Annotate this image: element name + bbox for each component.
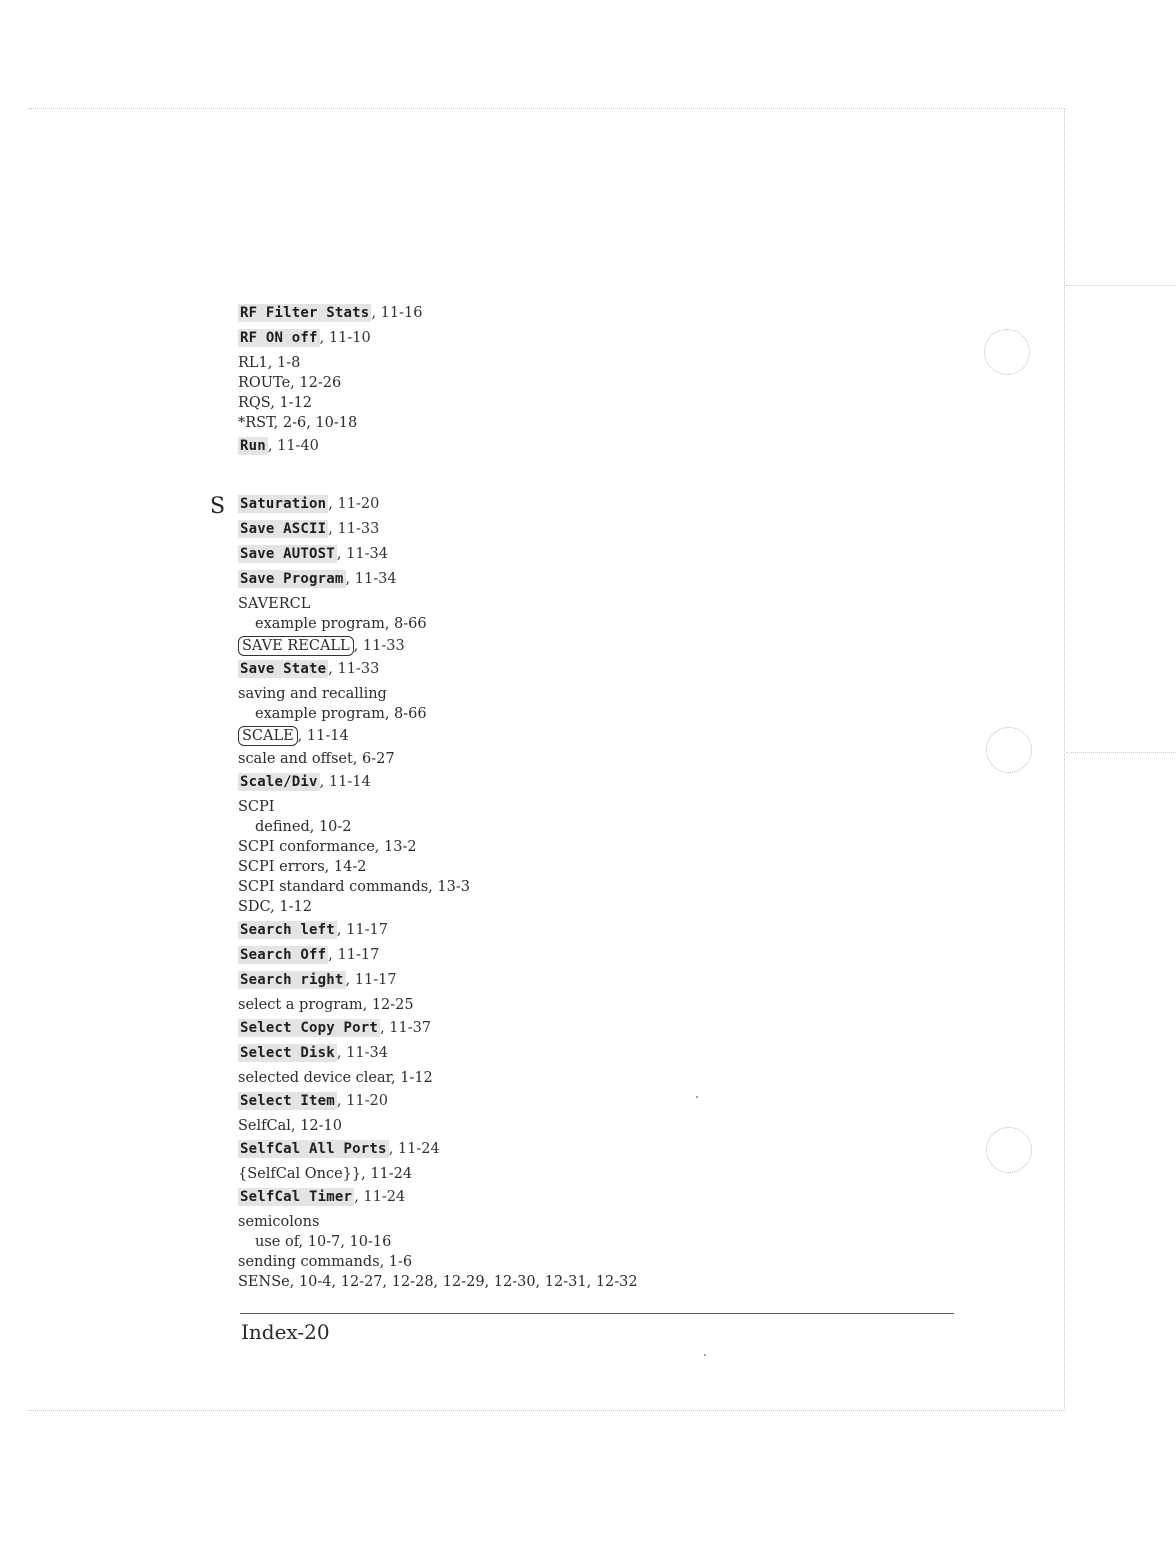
index-entry xyxy=(238,1164,998,1184)
index-entry xyxy=(238,413,998,433)
page-refs: , 11-33 xyxy=(328,661,380,677)
page-refs: , 11-34 xyxy=(336,546,388,562)
page-edge-bottom xyxy=(28,1410,1064,1411)
index-entry xyxy=(238,494,998,514)
entry-text: *RST, 2-6, 10-18 xyxy=(238,415,358,431)
index-entry xyxy=(238,897,998,917)
index-entry xyxy=(238,436,998,456)
entry-text: SDC, 1-12 xyxy=(238,899,312,915)
softkey-label: Save Program xyxy=(240,571,344,587)
index-entry xyxy=(238,594,998,614)
page-refs: , 11-20 xyxy=(336,1093,388,1109)
entry-text: SCPI conformance, 13-2 xyxy=(238,839,417,855)
softkey-label: SelfCal All Ports xyxy=(240,1141,387,1157)
entry-text: sending commands, 1-6 xyxy=(238,1254,413,1270)
page-refs: , 11-16 xyxy=(371,305,423,321)
entry-text: SCPI xyxy=(238,799,275,815)
page-refs: , 11-17 xyxy=(328,947,380,963)
softkey-label: Search right xyxy=(240,972,344,988)
page-refs: , 11-24 xyxy=(354,1189,406,1205)
index-entry xyxy=(238,817,998,837)
index-entry xyxy=(238,519,998,539)
softkey-label: Run xyxy=(240,438,266,454)
entry-text: SENSe, 10-4, 12-27, 12-28, 12-29, 12-30, 12-31, 12-32 xyxy=(238,1274,638,1290)
entry-text: select a program, 12-25 xyxy=(238,997,414,1013)
softkey-label: RF Filter Stats xyxy=(240,305,370,321)
hardkey-label: SCALE xyxy=(238,726,298,746)
index-entry xyxy=(238,920,998,940)
entry-text: RQS, 1-12 xyxy=(238,395,313,411)
entry-text: selected device clear, 1-12 xyxy=(238,1070,433,1086)
index-entry xyxy=(238,797,998,817)
index-entry xyxy=(238,544,998,564)
index-entry xyxy=(238,1272,998,1292)
page-number: Index-20 xyxy=(241,1320,330,1344)
page-refs: , 11-34 xyxy=(345,571,397,587)
entry-text: ROUTe, 12-26 xyxy=(238,375,342,391)
index-entry xyxy=(238,945,998,965)
softkey-label: Select Copy Port xyxy=(240,1020,379,1036)
page-refs: , 11-33 xyxy=(353,638,405,654)
page-refs: , 11-17 xyxy=(336,922,388,938)
index-entry xyxy=(238,857,998,877)
entry-text: SelfCal, 12-10 xyxy=(238,1118,342,1134)
page-refs: , 11-17 xyxy=(345,972,397,988)
page-refs: , 11-33 xyxy=(328,521,380,537)
page-refs: , 11-14 xyxy=(319,774,371,790)
index-entry xyxy=(238,1018,998,1038)
index-entry xyxy=(238,837,998,857)
page-refs: , 11-24 xyxy=(388,1141,440,1157)
index-entry xyxy=(238,1139,998,1159)
index-entry xyxy=(238,659,998,679)
index-entry xyxy=(238,1252,998,1272)
entry-text: saving and recalling xyxy=(238,686,387,702)
page-refs: , 11-34 xyxy=(336,1045,388,1061)
index-entry xyxy=(238,328,998,348)
entry-text: SCPI errors, 14-2 xyxy=(238,859,367,875)
softkey-label: Select Item xyxy=(240,1093,335,1109)
softkey-label: Save ASCII xyxy=(240,521,327,537)
index-entry xyxy=(238,772,998,792)
index-entry xyxy=(238,303,998,323)
index-entry xyxy=(238,704,998,724)
hardkey-label: SAVE RECALL xyxy=(238,636,354,656)
index-entry xyxy=(238,1116,998,1136)
index-entry xyxy=(238,995,998,1015)
index-entry xyxy=(238,636,998,656)
sub-entry-text: example program, 8-66 xyxy=(255,706,427,722)
tab-edge-line xyxy=(1066,752,1176,753)
page-refs: , 11-14 xyxy=(297,728,349,744)
softkey-label: Save State xyxy=(240,661,327,677)
softkey-label: Search Off xyxy=(240,947,327,963)
index-entry xyxy=(238,684,998,704)
index-entry xyxy=(238,353,998,373)
sub-entry-text: use of, 10-7, 10-16 xyxy=(255,1234,392,1250)
page-refs: , 11-37 xyxy=(380,1020,432,1036)
softkey-label: Search left xyxy=(240,922,335,938)
softkey-label: Scale/Div xyxy=(240,774,318,790)
index-entry-list xyxy=(238,300,998,1292)
softkey-label: SelfCal Timer xyxy=(240,1189,353,1205)
entry-text: semicolons xyxy=(238,1214,320,1230)
page-edge-right xyxy=(1064,108,1065,1410)
softkey-label: RF ON off xyxy=(240,330,318,346)
index-entry xyxy=(238,877,998,897)
softkey-label: Select Disk xyxy=(240,1045,335,1061)
index-entry xyxy=(238,393,998,413)
entry-text: SAVERCL xyxy=(238,596,311,612)
index-entry xyxy=(238,1232,998,1252)
entry-text: {SelfCal Once}}, 11-24 xyxy=(238,1166,413,1182)
index-entry xyxy=(238,749,998,769)
tab-edge-line xyxy=(1066,285,1176,286)
footer-rule xyxy=(240,1313,954,1314)
section-letter: S xyxy=(210,494,226,519)
entry-text: SCPI standard commands, 13-3 xyxy=(238,879,470,895)
index-entry xyxy=(238,1043,998,1063)
index-entry xyxy=(238,726,998,746)
index-entry xyxy=(238,1212,998,1232)
softkey-label: Saturation xyxy=(240,496,327,512)
entry-text: scale and offset, 6-27 xyxy=(238,751,395,767)
index-entry xyxy=(238,1068,998,1088)
index-entry xyxy=(238,1091,998,1111)
page-refs: , 11-20 xyxy=(328,496,380,512)
sub-entry-text: defined, 10-2 xyxy=(255,819,352,835)
softkey-label: Save AUTOST xyxy=(240,546,335,562)
page-refs: , 11-40 xyxy=(267,438,319,454)
index-entry xyxy=(238,1187,998,1207)
index-entry xyxy=(238,614,998,634)
index-entry xyxy=(238,373,998,393)
sub-entry-text: example program, 8-66 xyxy=(255,616,427,632)
entry-text: RL1, 1-8 xyxy=(238,355,301,371)
index-entry xyxy=(238,569,998,589)
page-edge-top xyxy=(28,108,1064,109)
page-refs: , 11-10 xyxy=(319,330,371,346)
scan-speck xyxy=(704,1354,706,1356)
index-entry xyxy=(238,970,998,990)
